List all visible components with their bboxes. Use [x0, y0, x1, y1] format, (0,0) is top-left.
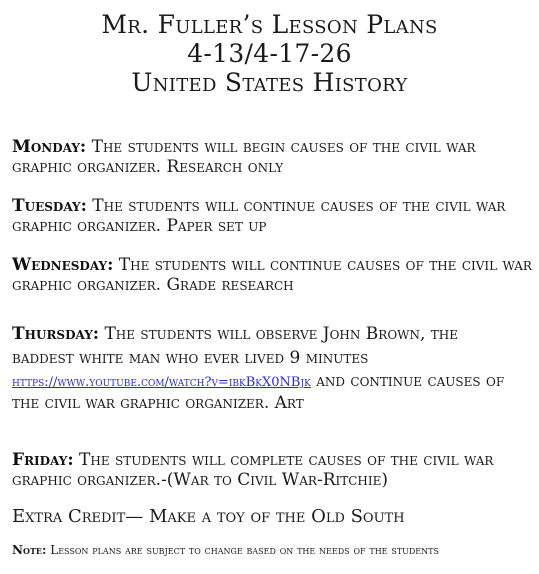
friday-label: Friday: [12, 450, 74, 470]
title-line-subject: United States History [131, 68, 408, 97]
note-text: Lesson plans are subject to change based on the needs of the students [46, 543, 439, 557]
note-label: Note: [12, 543, 47, 557]
thursday-entry-line2 [12, 348, 532, 368]
tuesday-text: The students will continue causes of the civil war graphic organizer. Paper set up [12, 196, 506, 236]
monday-label: Monday: [12, 137, 87, 157]
tuesday-entry [12, 196, 532, 236]
page-title [0, 10, 539, 97]
friday-entry [12, 450, 532, 490]
youtube-link[interactable]: https://www.youtube.com/watch?v=ibkBkX0NBjk [12, 375, 311, 390]
title-line-dates: 4-13/4-17-26 [187, 39, 352, 68]
thursday-text-line1: The students will observe John Brown, the [99, 324, 459, 344]
extra-credit [12, 507, 532, 527]
monday-entry [12, 137, 532, 177]
wednesday-entry [12, 255, 532, 295]
note [12, 543, 532, 557]
thursday-entry [12, 320, 532, 348]
thursday-label: Thursday: [12, 324, 100, 344]
title-line-teacher: Mr. Fuller’s Lesson Plans [101, 10, 438, 39]
tuesday-label: Tuesday: [12, 196, 87, 216]
extra-credit-text: Extra Credit— Make a toy of the Old South [12, 506, 405, 527]
monday-text: The students will begin causes of the civil war graphic organizer. Research only [12, 137, 476, 177]
wednesday-text: The students will continue causes of the civil war graphic organizer. Grade research [12, 255, 532, 295]
friday-text: The students will complete causes of the civil war graphic organizer.-(War to Civil War-Ritchie) [12, 450, 494, 490]
thursday-text-after-link: and continue causes of the civil war graphic organizer. Art [12, 371, 505, 413]
thursday-entry-line3 [12, 371, 532, 413]
wednesday-label: Wednesday: [12, 255, 114, 275]
thursday-text-line2: baddest white man who ever lived 9 minutes [12, 348, 369, 368]
